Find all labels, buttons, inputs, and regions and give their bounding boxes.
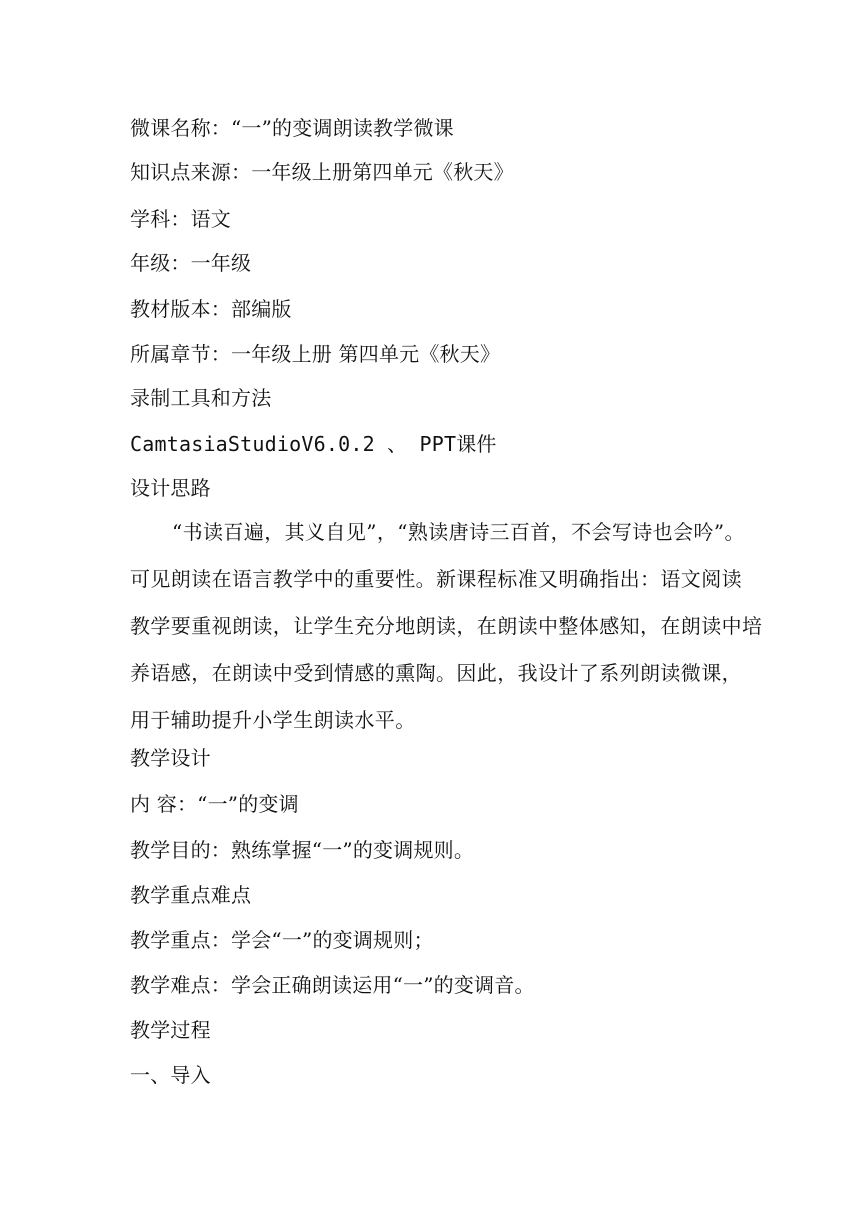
teaching-goal: 教学目的：熟练掌握“一”的变调规则。 xyxy=(130,838,475,862)
design-idea-heading: 设计思路 xyxy=(130,476,211,500)
recording-tools: CamtasiaStudioV6.0.2 、 PPT课件 xyxy=(130,432,497,456)
teaching-design-heading: 教学设计 xyxy=(130,746,211,770)
paragraph-line: “书读百遍，其义自见”，“熟读唐诗三百首，不会写诗也会吟”。 xyxy=(172,520,745,544)
recording-tools-heading: 录制工具和方法 xyxy=(130,386,272,410)
paragraph-line: 可见朗读在语言教学中的重要性。新课程标准又明确指出：语文阅读 xyxy=(130,567,742,591)
microlesson-name: 微课名称：“一”的变调朗读教学微课 xyxy=(130,116,454,140)
paragraph-line: 用于辅助提升小学生朗读水平。 xyxy=(130,708,416,732)
process-heading: 教学过程 xyxy=(130,1018,211,1042)
subject: 学科：语文 xyxy=(130,207,231,231)
textbook-version: 教材版本：部编版 xyxy=(130,297,292,321)
paragraph-line: 养语感，在朗读中受到情感的熏陶。因此，我设计了系列朗读微课， xyxy=(130,661,742,685)
content: 内 容：“一”的变调 xyxy=(130,792,299,816)
key-point: 教学重点：学会“一”的变调规则； xyxy=(130,928,434,952)
key-difficult-heading: 教学重点难点 xyxy=(130,883,252,907)
knowledge-source: 知识点来源：一年级上册第四单元《秋天》 xyxy=(130,160,514,184)
grade: 年级：一年级 xyxy=(130,251,252,275)
section-one-heading: 一、导入 xyxy=(130,1063,211,1087)
design-idea-paragraph xyxy=(130,520,763,755)
chapter: 所属章节：一年级上册 第四单元《秋天》 xyxy=(130,342,501,366)
paragraph-line: 教学要重视朗读，让学生充分地朗读，在朗读中整体感知，在朗读中培 xyxy=(130,614,763,638)
difficult-point: 教学难点：学会正确朗读运用“一”的变调音。 xyxy=(130,973,535,997)
